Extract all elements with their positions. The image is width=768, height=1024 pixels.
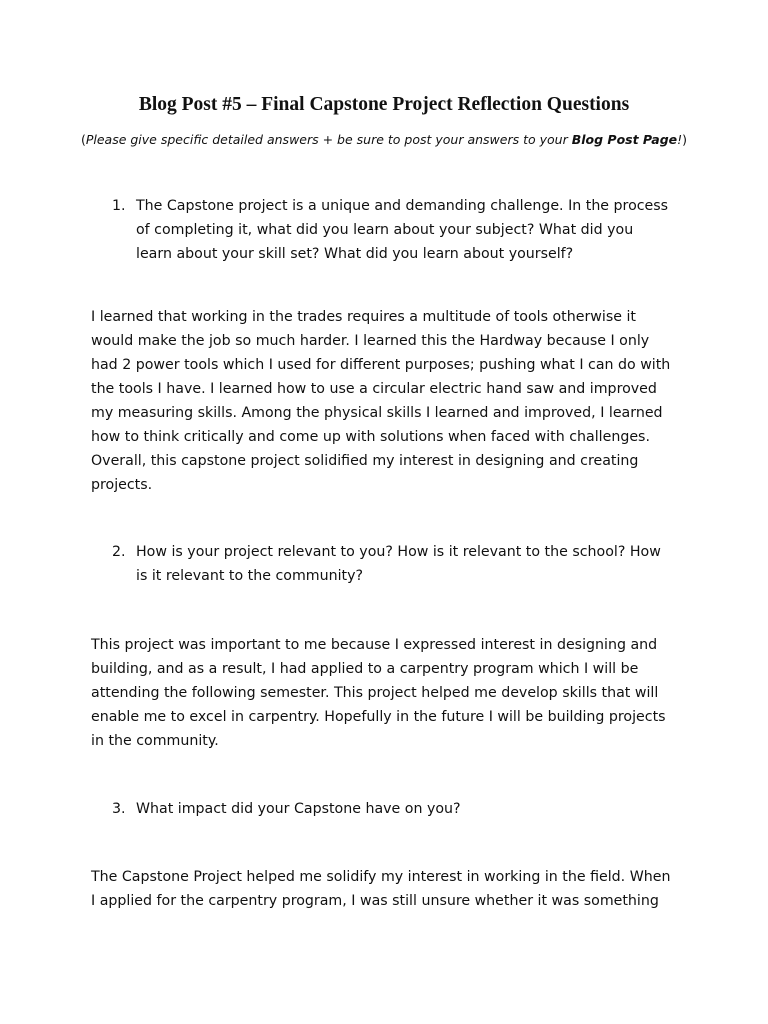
question-number: 3. xyxy=(112,801,126,817)
page-title: Blog Post #5 – Final Capstone Project Reflection Questions xyxy=(138,94,630,115)
question-number: 2. xyxy=(112,544,126,560)
answer-line: enable me to excel in carpentry. Hopefully in the future I will be building projects xyxy=(91,709,666,725)
answer-line: would make the job so much harder. I learned this the Hardway because I only xyxy=(91,333,650,349)
answer-line: The Capstone Project helped me solidify my interest in working in the field. When xyxy=(91,869,671,885)
answer-1 xyxy=(91,305,691,497)
answer-line: I learned that working in the trades requires a multitude of tools otherwise it xyxy=(91,309,636,325)
instructions-exclamation: ! xyxy=(677,132,683,147)
question-line: learn about your skill set? What did you learn about yourself? xyxy=(136,246,574,262)
answer-3 xyxy=(91,865,691,913)
question-line: of completing it, what did you learn about your subject? What did you xyxy=(136,222,634,238)
instructions-emphasis: Blog Post Page xyxy=(571,132,678,147)
answer-line: attending the following semester. This project helped me develop skills that will xyxy=(91,685,659,701)
question-line: The Capstone project is a unique and demanding challenge. In the process xyxy=(136,198,669,214)
question-text xyxy=(136,540,696,588)
question-number: 1. xyxy=(112,198,126,214)
answer-line: the tools I have. I learned how to use a circular electric hand saw and improved xyxy=(91,381,657,397)
answer-2 xyxy=(91,633,691,753)
answer-line: Overall, this capstone project solidified my interest in designing and creating xyxy=(91,453,639,469)
instructions-open-paren: ( xyxy=(80,132,86,147)
question-line: How is your project relevant to you? How is it relevant to the school? How xyxy=(136,544,661,560)
question-text xyxy=(136,194,696,266)
answer-line: had 2 power tools which I used for different purposes; pushing what I can do with xyxy=(91,357,671,373)
answer-line: how to think critically and come up with solutions when faced with challenges. xyxy=(91,429,650,445)
answer-line: building, and as a result, I had applied to a carpentry program which I will be xyxy=(91,661,639,677)
instructions-text: Please give specific detailed answers + be sure to post your answers to your xyxy=(85,132,572,147)
instructions-close-paren: ) xyxy=(682,132,688,147)
answer-line: my measuring skills. Among the physical skills I learned and improved, I learned xyxy=(91,405,663,421)
answer-line: projects. xyxy=(91,477,153,493)
answer-line: This project was important to me because I expressed interest in designing and xyxy=(91,637,658,653)
question-line: is it relevant to the community? xyxy=(136,568,364,584)
question-text xyxy=(136,797,696,821)
instructions-line xyxy=(0,131,768,149)
answer-line: in the community. xyxy=(91,733,219,749)
question-line: What impact did your Capstone have on you? xyxy=(136,801,461,817)
answer-line: I applied for the carpentry program, I was still unsure whether it was something xyxy=(91,893,659,909)
